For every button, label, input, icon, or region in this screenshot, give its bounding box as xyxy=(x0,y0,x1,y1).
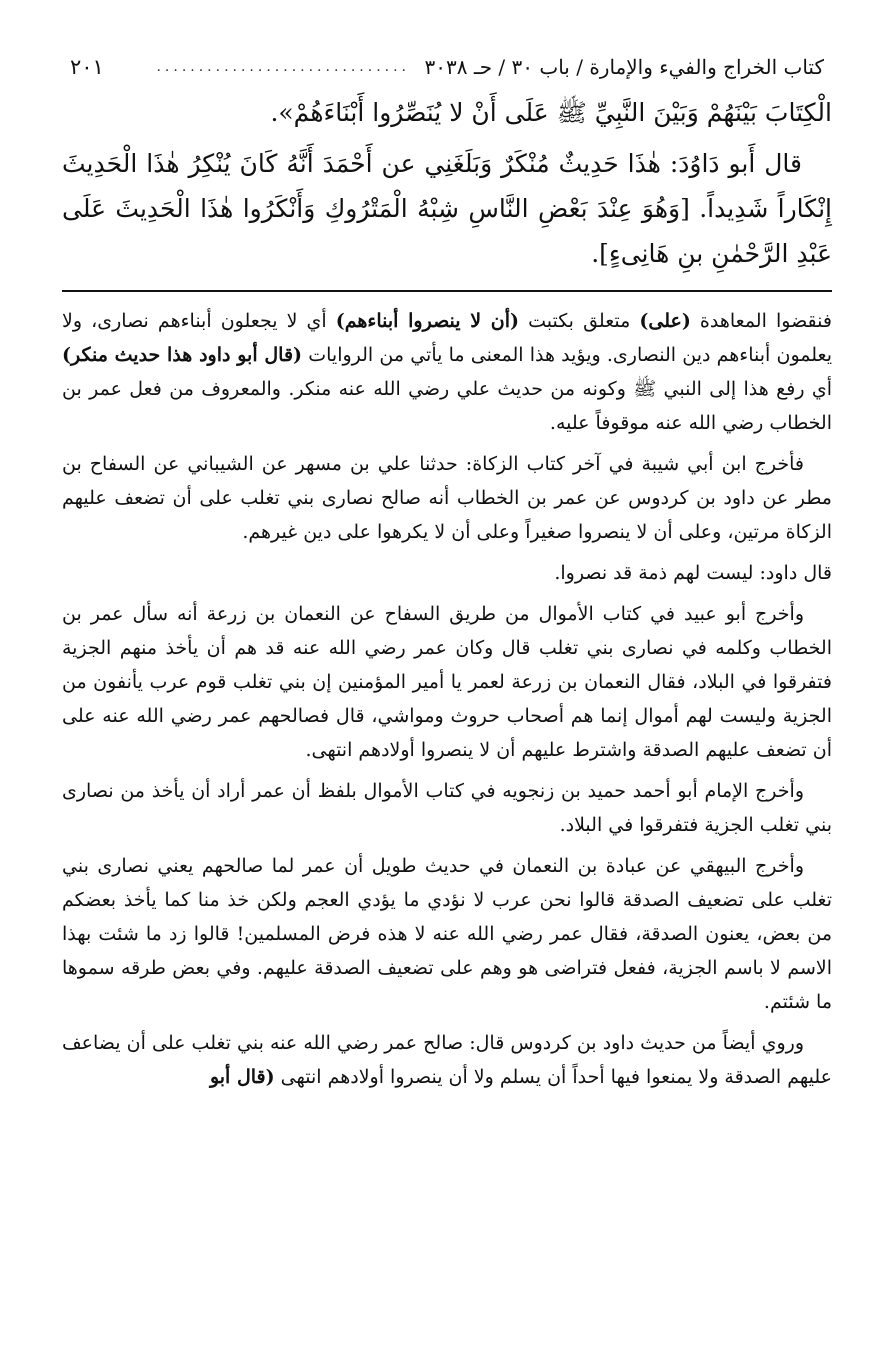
quoted-term: (قال أبو xyxy=(209,1066,275,1088)
commentary-paragraph: وأخرج البيهقي عن عبادة بن النعمان في حديث طويل أن عمر لما صالحهم يعني نصارى بني تغلب على تضعيف الصدقة قالوا نحن عرب لا نؤدي ما يؤدي العجم ولكن خذ منا كما يأخذ بعضكم من بعض، يعنون الصدقة، فقال عمر رضي الله عنه لا هذه فرض المسلمين! قالوا زد ما شئت بهذا الاسم لا باسم الجزية، ففعل فتراضى هو وهم على تضعيف الصدقة عليهم. وفي بعض طرقه سموها ما شئتم. xyxy=(62,855,832,1013)
header-title: كتاب الخراج والفيء والإمارة / باب ٣٠ / حـ ٣٠٣٨ xyxy=(424,55,824,79)
header-dot-leader: .............................. xyxy=(156,59,410,75)
commentary-paragraph: وأخرج أبو عبيد في كتاب الأموال من طريق السفاح عن النعمان بن زرعة أنه سأل عمر بن الخطاب وكلمه في نصارى بني تغلب قال وكان عمر رضي الله عنه قد هم أن يأخذ منهم الجزية فتفرقوا في البلاد، فقال النعمان بن زرعة لعمر يا أمير المؤمنين إن بني تغلب قوم عرب يأنفون من الجزية وليست لهم أموال إنما هم أصحاب حروث ومواشي، قال فصالحهم عمر رضي الله عنه على أن تضعف عليهم الصدقة واشترط عليهم أن لا ينصروا أولادهم انتهى. xyxy=(62,603,832,761)
commentary-paragraph: فأخرج ابن أبي شيبة في آخر كتاب الزكاة: حدثنا علي بن مسهر عن الشيباني عن السفاح بن مطر عن داود بن كردوس عن عمر بن الخطاب أنه صالح نصارى بني تغلب على أن تضعف عليهم الزكاة مرتين، وعلى أن لا ينصروا صغيراً وعلى أن لا يكرهوا على دين غيرهم. xyxy=(62,453,832,543)
hadith-paragraph: الْكِتَابَ بَيْنَهُمْ وَبَيْنَ النَّبِيِّ ﷺ عَلَى أَنْ لا يُنَصِّرُوا أَبْنَاءَهُمْ». xyxy=(270,98,832,127)
commentary-paragraph xyxy=(62,1026,832,1094)
commentary-text: أي لا يجعلون أبناءهم نصارى، ولا يعلمون أبناءهم دين النصارى. ويؤيد هذا المعنى ما يأتي من الروايات xyxy=(62,310,832,366)
commentary-paragraph: وأخرج الإمام أبو أحمد حميد بن زنجويه في كتاب الأموال بلفظ أن عمر أراد أن يأخذ من نصارى بني تغلب الجزية فتفرقوا في البلاد. xyxy=(62,780,832,836)
quoted-term: (قال أبو داود هذا حديث منكر) xyxy=(62,344,303,366)
quoted-term: (أن لا ينصروا أبناءهم) xyxy=(335,310,519,332)
page-number: ٢٠١ xyxy=(70,55,104,79)
hadith-text xyxy=(62,90,832,276)
abu-dawud-comment: قال أَبو دَاوُدَ: هٰذَا حَدِيثٌ مُنْكَرٌ وَبَلَغَنِي عن أَحْمَدَ أَنَّهُ كَانَ يُنْكِرُ هٰذَا الْحَدِيثَ إِنْكَاراً شَدِيداً. [وَهُوَ عِنْدَ بَعْضِ النَّاسِ شِبْهُ الْمَتْرُوكِ وَأَنْكَرُوا هٰذَا الْحَدِيثَ عَلَى عَبْدِ الرَّحْمٰنِ بنِ هَانِىءٍ]. xyxy=(62,149,832,268)
section-divider xyxy=(62,290,832,292)
commentary-text: وروي أيضاً من حديث داود بن كردوس قال: صالح عمر رضي الله عنه بني تغلب على أن يضاعف عليهم الصدقة ولا يمنعوا فيها أحداً أن يسلم ولا أن ينصروا أولادهم انتهى xyxy=(62,1032,832,1088)
commentary-text: متعلق بكتبت xyxy=(518,310,640,332)
commentary-section xyxy=(62,304,832,1094)
quoted-term: (على) xyxy=(639,310,691,332)
running-header xyxy=(62,50,832,84)
commentary-paragraph: قال داود: ليست لهم ذمة قد نصروا. xyxy=(554,562,832,584)
commentary-paragraph xyxy=(62,304,832,440)
commentary-text: فنقضوا المعاهدة xyxy=(690,310,832,332)
commentary-text: أي رفع هذا إلى النبي ﷺ وكونه من حديث علي رضي الله عنه منكر. والمعروف من فعل عمر بن الخطاب رضي الله عنه موقوفاً عليه. xyxy=(62,378,832,434)
book-page xyxy=(62,50,832,1307)
